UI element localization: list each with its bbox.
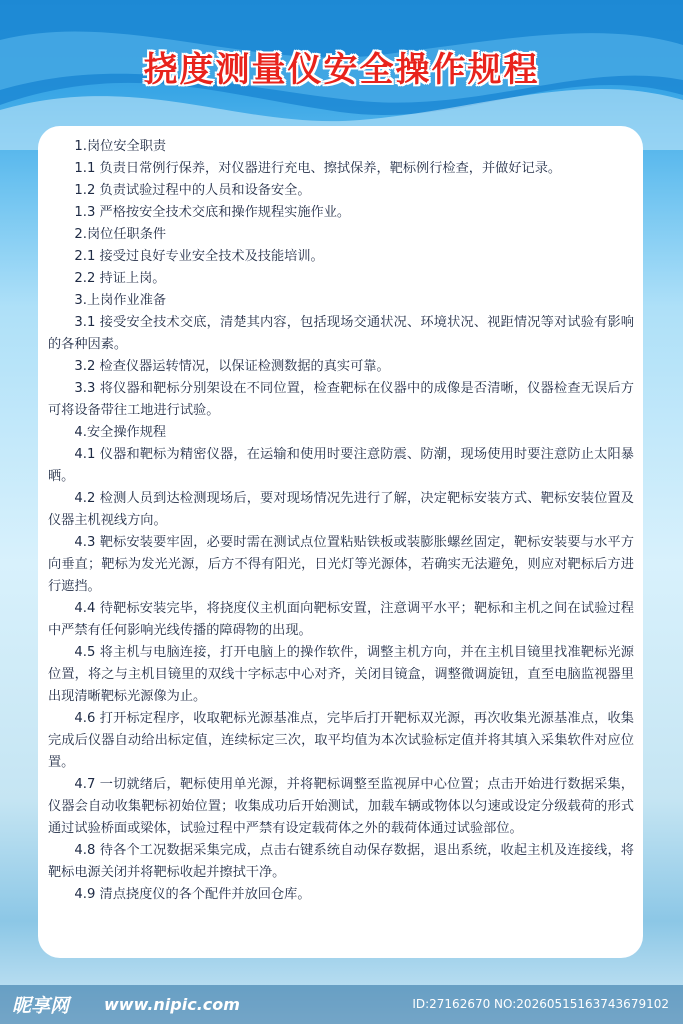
clause: 1.3 严格按安全技术交底和操作规程实施作业。 [74,205,351,220]
regulation-body [48,136,634,906]
clause: 4.2 检测人员到达检测现场后，要对现场情况先进行了解，决定靶标安装方式、靶标安装位置及仪器主机视线方向。 [48,491,634,528]
section-heading: 3.上岗作业准备 [74,293,167,308]
clause: 1.1 负责日常例行保养，对仪器进行充电、擦拭保养，靶标例行检查，并做好记录。 [74,161,562,176]
clause: 4.7 一切就绪后，靶标使用单光源，并将靶标调整至监视屏中心位置；点击开始进行数据采集，仪器会自动收集靶标初始位置；收集成功后开始测试，加载车辆或物体以匀速或设定分级载荷的形式通过试验桥面或梁体，试验过程中严禁有设定载荷体之外的载荷体通过试验部位。 [48,777,634,836]
clause: 4.8 待各个工况数据采集完成，点击右键系统自动保存数据，退出系统，收起主机及连接线，将靶标电源关闭并将靶标收起并擦拭干净。 [48,843,634,880]
clause: 4.9 清点挠度仪的各个配件并放回仓库。 [74,887,311,902]
section-heading: 1.岗位安全职责 [74,139,167,154]
clause: 4.6 打开标定程序，收取靶标光源基准点，完毕后打开靶标双光源，再次收集光源基准点，收集完成后仪器自动给出标定值，连续标定三次，取平均值为本次试验标定值并将其填入采集软件对应位置。 [48,711,634,770]
clause: 4.3 靶标安装要牢固，必要时需在测试点位置粘贴铁板或装膨胀螺丝固定，靶标安装要与水平方向垂直；靶标为发光光源，后方不得有阳光，日光灯等光源体，若确实无法避免，则应对靶标后方进行遮挡。 [48,535,634,594]
section-heading: 2.岗位任职条件 [74,227,167,242]
watermark-id: ID:27162670 NO:20260515163743679102 [412,997,669,1011]
page-title: 挠度测量仪安全操作规程 [143,50,540,90]
clause: 4.5 将主机与电脑连接，打开电脑上的操作软件，调整主机方向，并在主机目镜里找准靶标光源位置，将之与主机目镜里的双线十字标志中心对齐，关闭目镜盒，调整微调旋钮，直至电脑监视器里出现清晰靶标光源像为止。 [48,645,634,704]
section-heading: 4.安全操作规程 [74,425,167,440]
clause: 3.1 接受安全技术交底，清楚其内容，包括现场交通状况、环境状况、视距情况等对试验有影响的各种因素。 [48,315,634,352]
clause: 3.3 将仪器和靶标分别架设在不同位置，检查靶标在仪器中的成像是否清晰，仪器检查无误后方可将设备带往工地进行试验。 [48,381,634,418]
clause: 4.1 仪器和靶标为精密仪器，在运输和使用时要注意防震、防潮，现场使用时要注意防止太阳暴晒。 [48,447,634,484]
clause: 2.2 持证上岗。 [74,271,166,286]
watermark-url: www.nipic.com [104,995,240,1014]
clause: 2.1 接受过良好专业安全技术及技能培训。 [74,249,324,264]
watermark-logo: 昵享网 [12,995,70,1017]
clause: 1.2 负责试验过程中的人员和设备安全。 [74,183,311,198]
clause: 4.4 待靶标安装完毕，将挠度仪主机面向靶标安置，注意调平水平；靶标和主机之间在试验过程中严禁有任何影响光线传播的障碍物的出现。 [48,601,634,638]
clause: 3.2 检查仪器运转情况，以保证检测数据的真实可靠。 [74,359,390,374]
